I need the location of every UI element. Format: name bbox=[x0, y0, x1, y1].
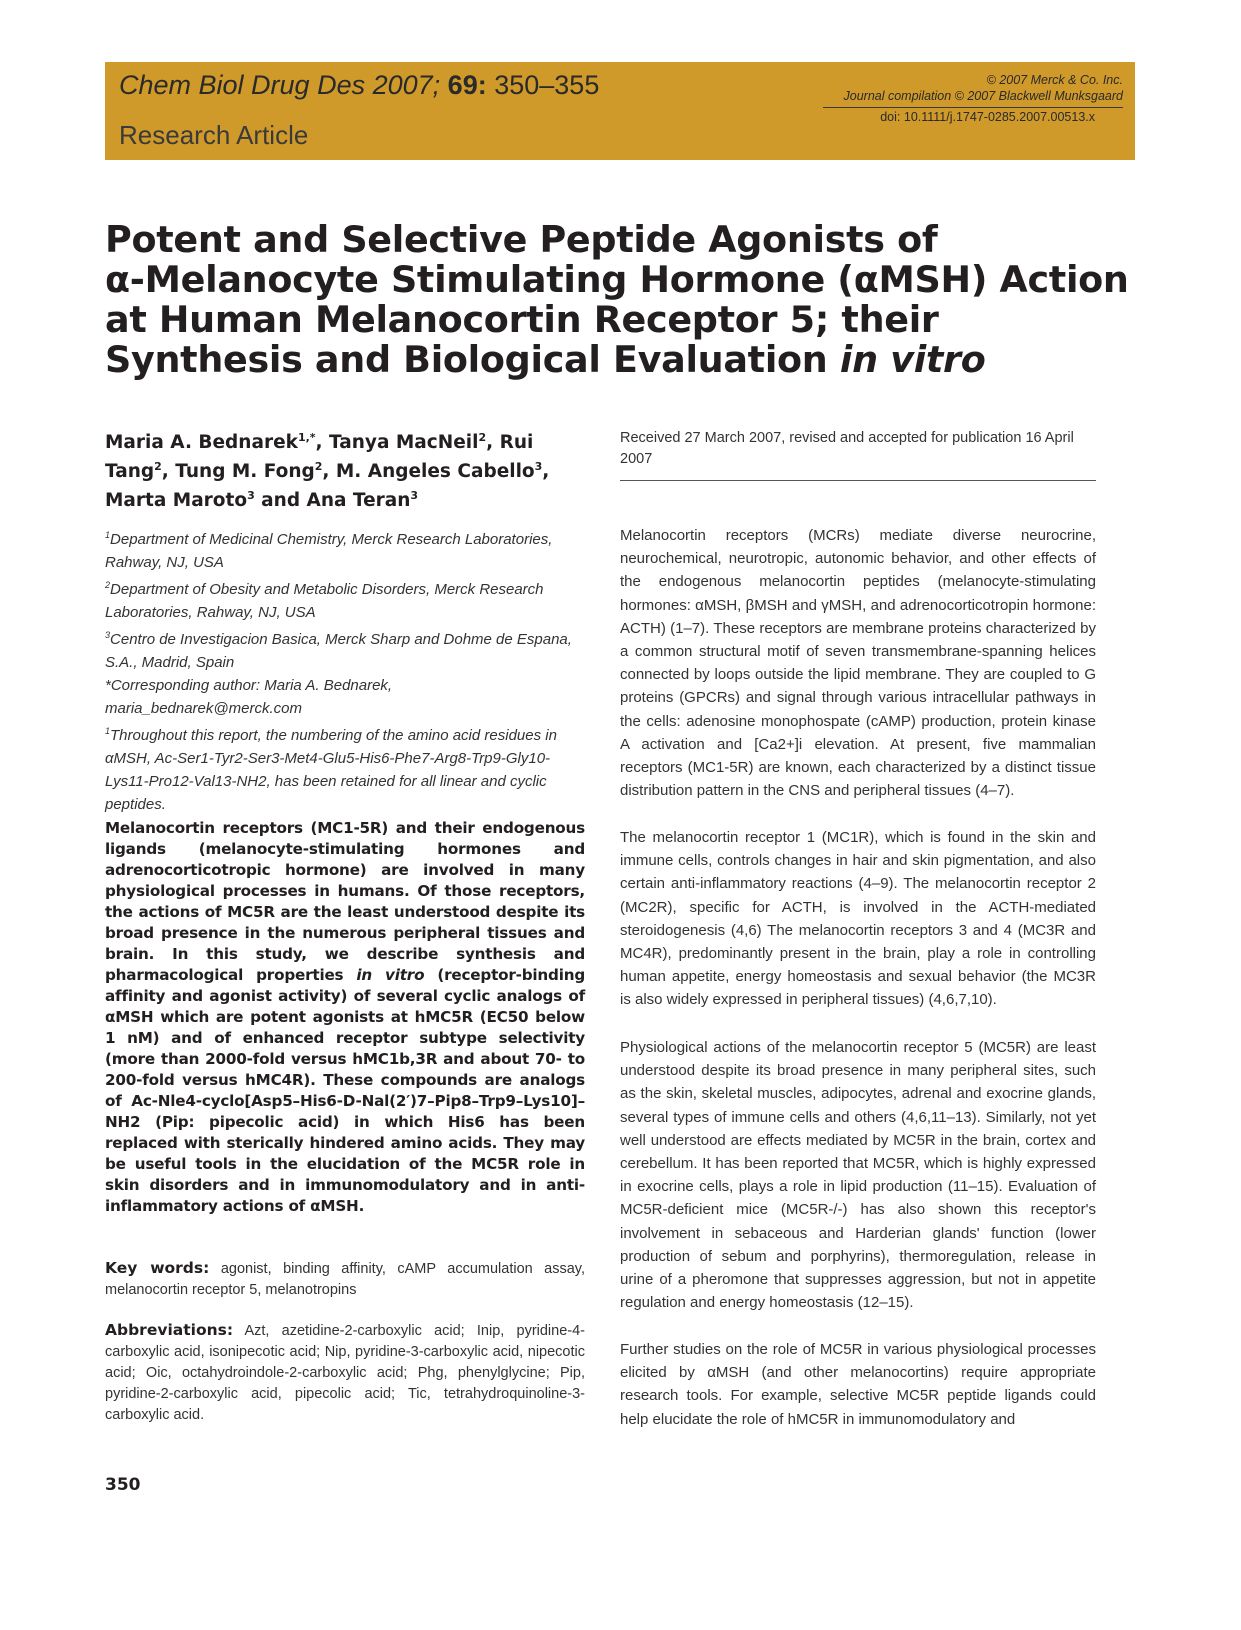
affiliations bbox=[105, 524, 585, 816]
body-paragraph-3 bbox=[620, 1036, 1096, 1314]
title-line-1: Potent and Selective Peptide Agonists of bbox=[105, 218, 938, 261]
paragraph-text: Further studies on the role of MC5R in various physiological processes elicited by αMSH (and other melanocortins) require appropriate research tools. For example, selective MC5R peptide ligands could help elucidate the role of hMC5R in immunomodulatory and bbox=[620, 1341, 1096, 1428]
body-paragraph-1 bbox=[620, 524, 1096, 802]
affiliation-3 bbox=[105, 624, 585, 674]
author-sup: 2 bbox=[314, 460, 323, 474]
author-sup: 2 bbox=[478, 431, 487, 444]
keywords-label: Key words: bbox=[105, 1259, 210, 1277]
affiliation-num: 3 bbox=[105, 630, 111, 640]
abbreviations bbox=[105, 1320, 585, 1426]
abstract-text-2: (receptor-binding affinity and agonist activity) of several cyclic analogs of αMSH which are potent agonists at hMC5R (EC50 below 1 nM) and of enhanced receptor subtype selectivity (more than 2000-fold versus hMC1b,3R and about 70- to 200-fold versus hMC4R). These compounds are analogs of Ac-Nle4-cyclo[Asp5–His6-D-Nal(2′)7–Pip8–Trp9–Lys10]–NH2 (Pip: pipecolic acid) in which His6 has been replaced with sterically hindered amino acids. They may be useful tools in the elucidation of the MC5R role in skin disorders and in immunomodulatory and in anti-inflammatory actions of αMSH. bbox=[105, 966, 586, 1215]
affiliation-num: 1 bbox=[105, 530, 111, 540]
title-line-4-italic: in vitro bbox=[839, 338, 986, 381]
author-name: , M. Angeles Cabello bbox=[322, 461, 535, 483]
keywords-text: agonist, binding affinity, cAMP accumulation assay, melanocortin receptor 5, melanotropins bbox=[105, 1261, 585, 1298]
journal-name: Chem Biol Drug Des 2007; bbox=[119, 70, 441, 100]
abstract-text-1: Melanocortin receptors (MC1-5R) and their endogenous ligands (melanocyte-stimulating hormones and adrenocorticotropic hormone) are involved in many physiological processes in humans. Of those receptors, the actions of MC5R are the least understood despite its broad presence in the numerous peripheral tissues and brain. In this study, we describe synthesis and pharmacological properties bbox=[105, 819, 585, 984]
title-line-4-main: Synthesis and Biological Evaluation bbox=[105, 338, 840, 381]
corresponding-author: *Corresponding author: Maria A. Bednarek, maria_bednarek@merck.com bbox=[105, 677, 393, 717]
author-name: , Rui Tang bbox=[105, 432, 534, 483]
journal-volume: 69: bbox=[447, 70, 487, 100]
journal-banner bbox=[105, 62, 1135, 160]
received-dates: Received 27 March 2007, revised and accepted for publication 16 April 2007 bbox=[620, 430, 1074, 467]
article-type: Research Article bbox=[119, 120, 309, 150]
journal-pages: 350–355 bbox=[494, 70, 600, 100]
author-name: Maria A. Bednarek bbox=[105, 432, 298, 454]
journal-citation bbox=[119, 70, 599, 101]
author-sup: 3 bbox=[247, 489, 255, 503]
paragraph-text: Physiological actions of the melanocortin receptor 5 (MC5R) are least understood despite its broad presence in many peripheral sites, such as the skin, skeletal muscles, adipocytes, adrenal and exocrine glands, several types of immune cells and others (4,6,11–13). Similarly, not yet well understood are effects mediated by MC5R in the brain, cortex and cerebellum. It has been reported that MC5R, which is highly expressed in exocrine cells, plays a role in lipid production (11–15). Evaluation of MC5R-deficient mice (MC5R-/-) has also shown this receptor's involvement in sebaceous and Harderian glands' function (lower production of sebum and porphyrins), thermoregulation, release in urine of a pheromone that suppresses aggression, but not in appetite regulation and energy homeostasis (12–15). bbox=[620, 1039, 1096, 1312]
affiliation-text: Department of Obesity and Metabolic Disorders, Merck Research Laboratories, Rahway, NJ, USA bbox=[105, 581, 544, 621]
page-number: 350 bbox=[105, 1475, 141, 1495]
keywords bbox=[105, 1258, 585, 1301]
author-sup: 1,* bbox=[297, 431, 316, 444]
copyright-line-2: Journal compilation © 2007 Blackwell Munksgaard bbox=[843, 89, 1123, 103]
author-name: , Tung M. Fong bbox=[161, 461, 315, 483]
paragraph-text: The melanocortin receptor 1 (MC1R), which is found in the skin and immune cells, controls changes in hair and skin pigmentation, and also certain anti-inflammatory reactions (4–9). The melanocortin receptor 2 (MC2R), specific for ACTH, is involved in the ACTH-mediated steroidogenesis (4,6) The melanocortin receptors 3 and 4 (MC3R and MC4R), predominantly present in the brain, play a role in controlling human appetite, energy homeostasis and sexual behavior (the MC3R is also widely expressed in peripheral tissues) (4,6,7,10). bbox=[620, 829, 1096, 1009]
abbreviations-label: Abbreviations: bbox=[105, 1321, 234, 1339]
author-sup: 3 bbox=[534, 460, 543, 474]
copyright-block bbox=[823, 72, 1123, 125]
banner-rule bbox=[823, 107, 1123, 108]
received-rule bbox=[620, 480, 1096, 481]
affiliation-1 bbox=[105, 524, 585, 574]
paragraph-text: Melanocortin receptors (MCRs) mediate diverse neurocrine, neurochemical, neurotropic, autonomic behavior, and other effects of the endogenous melanocortin peptides (melanocyte-stimulating hormones: αMSH, βMSH and γMSH, and adrenocorticotropin hormone: ACTH) (1–7). These receptors are membrane proteins characterized by a common structural motif of seven transmembrane-spanning helices connected by loops outside the lipid membrane. They are coupled to G proteins (GPCRs) and signal through various intracellular pathways in the cells: adenosine monophospate (cAMP) production, protein kinase A activation and [Ca2+]i elevation. At present, five mammalian receptors (MC1-5R) are known, each characterized by a distinct tissue distribution pattern in the CNS and peripheral tissues (4–7). bbox=[620, 527, 1096, 800]
author-sup: 3 bbox=[410, 489, 419, 503]
title-line-2: α-Melanocyte Stimulating Hormone (αMSH) Action bbox=[105, 258, 1129, 301]
note-text: Throughout this report, the numbering of the amino acid residues in αMSH, Ac-Ser1-Tyr2-Ser3-Met4-Glu5-His6-Phe7-Arg8-Trp9-Gly10-Lys11-Pro12-Val13-NH2, has been retained for all linear and cyclic peptides. bbox=[105, 727, 557, 813]
doi[interactable]: doi: 10.1111/j.1747-0285.2007.00513.x bbox=[880, 110, 1095, 124]
affiliation-num: 2 bbox=[105, 580, 111, 590]
numbering-note bbox=[105, 720, 585, 816]
abstract-italic: in vitro bbox=[356, 966, 425, 984]
body-paragraph-2 bbox=[620, 826, 1096, 1012]
affiliation-text: Department of Medicinal Chemistry, Merck Research Laboratories, Rahway, NJ, USA bbox=[105, 531, 553, 571]
note-num: 1 bbox=[105, 726, 111, 736]
body-paragraph-4 bbox=[620, 1338, 1096, 1431]
title-line-4 bbox=[105, 340, 1135, 380]
author-list bbox=[105, 426, 585, 513]
author-sup: 2 bbox=[154, 460, 162, 474]
abbreviations-text: Azt, azetidine-2-carboxylic acid; Inip, pyridine-4-carboxylic acid, isonipecotic acid; Nip, pyridine-3-carboxylic acid, nipecotic acid; Oic, octahydroindole-2-carboxylic acid; Phg, phenylglycine; Pip, pyridine-2-carboxylic acid, pipecolic acid; Tic, tetrahydroquinoline-3-carboxylic acid. bbox=[105, 1323, 585, 1423]
author-name: and Ana Teran bbox=[254, 490, 411, 512]
affiliation-text: Centro de Investigacion Basica, Merck Sharp and Dohme de Espana, S.A., Madrid, Spain bbox=[105, 631, 572, 671]
title-line-3: at Human Melanocortin Receptor 5; their bbox=[105, 298, 939, 341]
author-name: , Marta Maroto bbox=[105, 461, 550, 512]
copyright-line-1: © 2007 Merck & Co. Inc. bbox=[986, 73, 1123, 87]
affiliation-2 bbox=[105, 574, 585, 624]
author-name: , Tanya MacNeil bbox=[315, 432, 479, 454]
article-title bbox=[105, 220, 1135, 380]
abstract bbox=[105, 818, 585, 1217]
